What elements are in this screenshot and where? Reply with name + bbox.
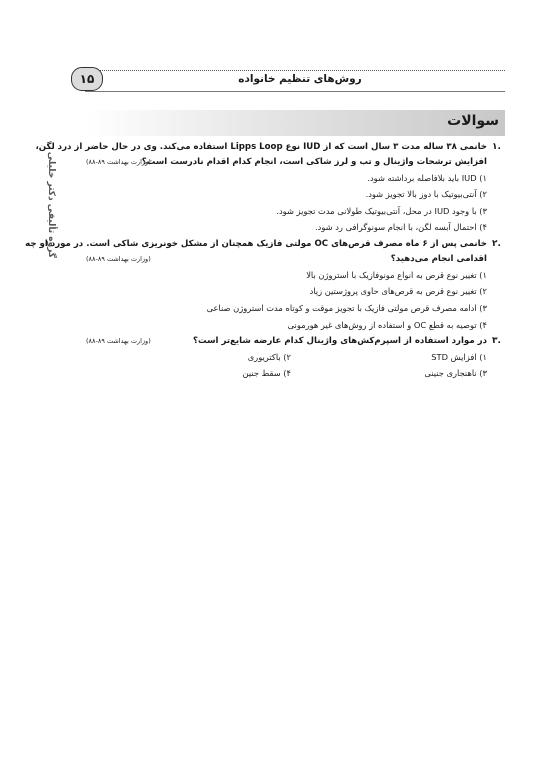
question-text-line: در موارد استفاده از اسپرم‌کش‌های واژینال کدام عارضه شایع‌تر است؟ (193, 336, 487, 346)
answer-option[interactable]: ۱) تغییر نوع قرص به انواع مونوفازیک با استروژن بالا (306, 270, 487, 280)
question-text-line: اقدامی انجام می‌دهید؟ (390, 254, 487, 264)
question-text-line: افزایش ترشحات واژینال و تب و لرز شاکی است، انجام کدام اقدام نادرست است؟ (141, 157, 487, 167)
answer-option[interactable]: ۱) IUD باید بلافاصله برداشته شود. (367, 173, 487, 183)
question-text-line: خانمی ۳۸ ساله مدت ۳ سال است که از IUD نوع Lipps Loop استفاده می‌کند. وی در حال حاضر از درد لگن، (35, 142, 487, 152)
answer-option[interactable]: ۱) افزایش STD (431, 352, 487, 362)
question-number: ۲. (492, 239, 501, 249)
answer-option[interactable]: ۲) تغییر نوع قرص به قرص‌های حاوی پروژستین زیاد (309, 286, 487, 296)
answer-option[interactable]: ۳) ادامه مصرف قرص مولتی فازیک با تجویز موقت و کوتاه مدت استروژن صناعی (206, 303, 487, 313)
question-text-line: خانمی پس از ۶ ماه مصرف قرص‌های OC مولتی فازیک همچنان از مشکل خونریزی شاکی است. در مورد او چه (25, 239, 487, 249)
question-number: ۱. (492, 142, 501, 152)
page-number-badge: ۱۵ (71, 67, 103, 91)
question-source: (وزارت بهداشت ۸۹-۸۸) (86, 158, 151, 166)
question-source: (وزارت بهداشت ۸۹-۸۸) (86, 337, 151, 345)
chapter-title: روش‌های تنظیم خانواده (238, 73, 362, 85)
question-number: ۳. (492, 336, 501, 346)
answer-option[interactable]: ۲) باکتریوری (247, 352, 291, 362)
section-header-bar (85, 110, 505, 136)
question-source: (وزارت بهداشت ۸۹-۸۸) (86, 255, 151, 263)
answer-option[interactable]: ۳) ناهنجاری جنینی (424, 368, 487, 378)
header-rule (85, 91, 505, 92)
side-author-label: گروه تألیفی دکتر خلیلی (46, 151, 56, 258)
answer-option[interactable]: ۲) آنتی‌بیوتیک با دوز بالا تجویز شود. (365, 189, 487, 199)
section-title: سوالات (447, 113, 499, 129)
answer-option[interactable]: ۴) احتمال آبسه لگن، با انجام سونوگرافی رد شود. (315, 222, 487, 232)
answer-option[interactable]: ۴) توصیه به قطع OC و استفاده از روش‌های غیر هورمونی (287, 320, 487, 330)
answer-option[interactable]: ۳) با وجود IUD در محل، آنتی‌بیوتیک طولانی مدت تجویز شود. (276, 206, 487, 216)
answer-option[interactable]: ۴) سقط جنین (242, 368, 291, 378)
header-dotted-rule (85, 70, 505, 71)
